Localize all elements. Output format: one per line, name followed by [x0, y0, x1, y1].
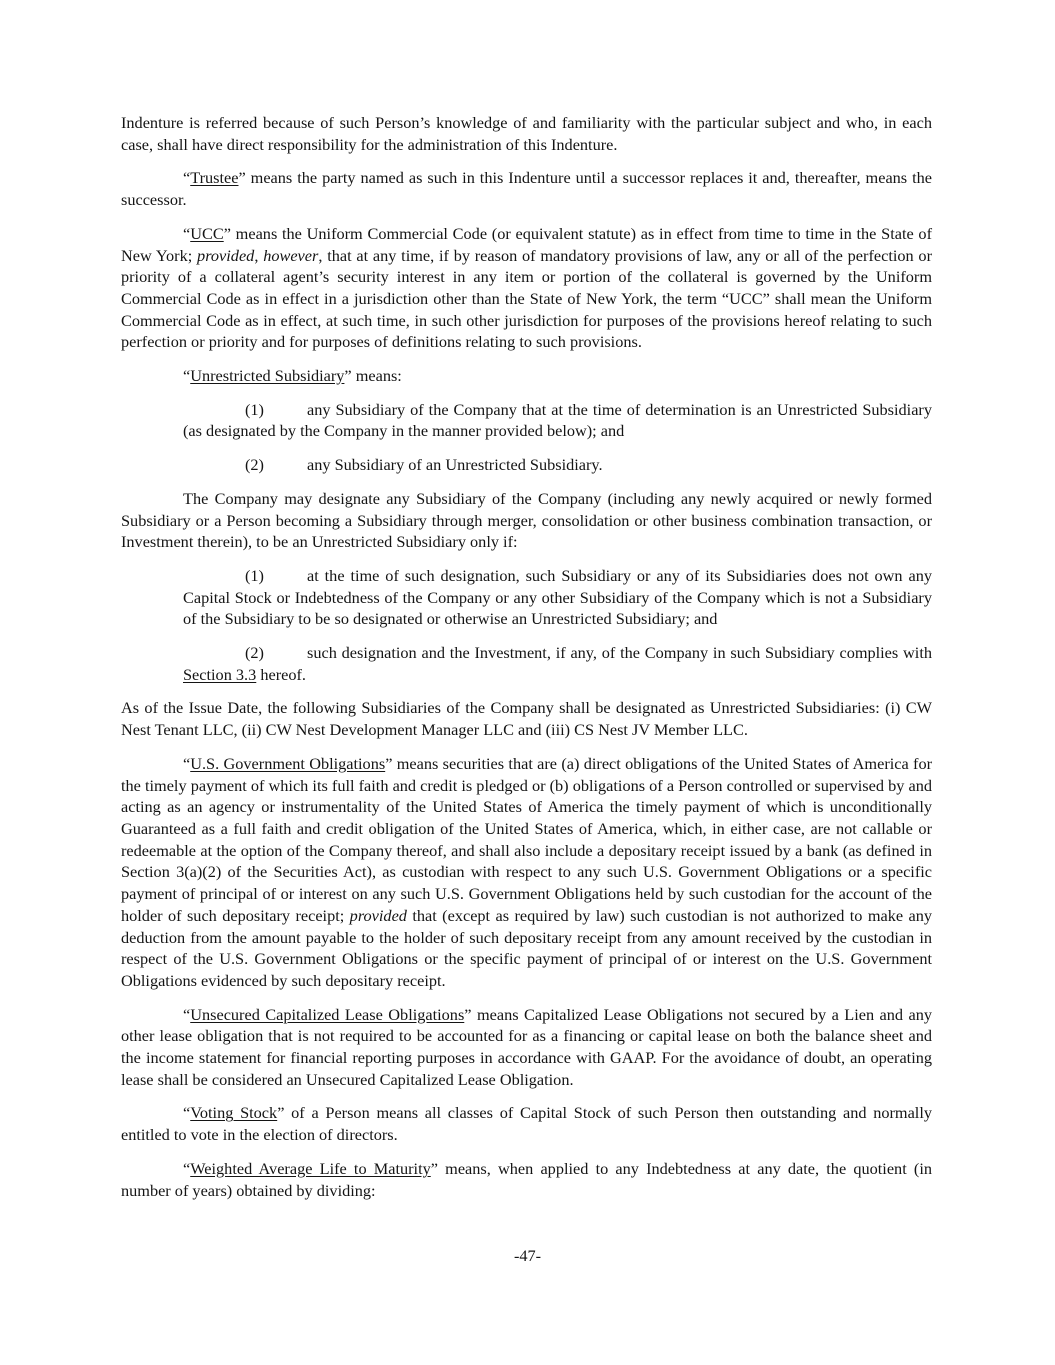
text-run: ” means: — [344, 366, 402, 386]
paragraph — [121, 488, 932, 553]
text-run: Indenture is referred because of such Person’s knowledge of and familiarity with the particular subject and who, in each case, shall have direct responsibility for the administration of this Indenture. — [121, 113, 932, 154]
paragraph — [121, 112, 932, 155]
text-run: ” means the party named as such in this Indenture until a successor replaces it and, thereafter, means the successor. — [121, 168, 932, 210]
text-run: hereof. — [256, 664, 306, 684]
defined-term: Weighted Average Life to Maturity — [190, 1158, 431, 1178]
list-number: (1) — [245, 565, 264, 585]
text-run: ” of a Person means all classes of Capital Stock of such Person then outstanding and normally entitled to vote in the election of directors. — [121, 1103, 932, 1145]
text-run: “ — [183, 1158, 191, 1178]
paragraph — [121, 753, 932, 992]
text-run: , — [254, 245, 264, 265]
document-body — [121, 112, 932, 1201]
paragraph — [121, 697, 932, 740]
text-run: , that at any time, if by reason of mandatory provisions of law, any or all of the perfection or priority of a collateral agent’s security interest in any item or portion of the collateral is governed by the Uniform Commercial Code as in effect in a jurisdiction other than the State of New York, the term “UCC” shall mean the Uniform Commercial Code as in effect, at such time, in such other jurisdiction for purposes of the provisions hereof relating to such perfection or priority and for purposes of definitions relating to such provisions. — [121, 245, 932, 352]
text-run: “ — [183, 1103, 191, 1123]
list-number: (1) — [245, 399, 264, 419]
list-number: (2) — [245, 455, 264, 475]
paragraph — [121, 1004, 932, 1091]
text-run: The Company may designate any Subsidiary of the Company (including any newly acquired or newly formed Subsidiary or a Person becoming a Subsidiary through merger, consolidation or other business combination transaction, or Investment therein), to be an Unrestricted Subsidiary only if: — [121, 488, 932, 552]
text-run: ” means Capitalized Lease Obligations not secured by a Lien and any other lease obligation that is not required to be accounted for as a financing or capital lease on both the balance sheet and the income statement for financial reporting purposes in accordance with GAAP. For the avoidance of doubt, an operating lease shall be considered an Unsecured Capitalized Lease Obligation. — [121, 1004, 932, 1089]
italic-text-run: provided — [349, 905, 407, 925]
text-run: at the time of such designation, such Subsidiary or any of its Subsidiaries does not own any Capital Stock or Indebtedness of the Company or any other Subsidiary of the Company which is not a Subsidiary of the Subsidiary to be so designated or otherwise an Unrestricted Subsidiary; and — [183, 565, 932, 629]
text-run: “ — [183, 1004, 191, 1024]
defined-term: Unrestricted Subsidiary — [190, 366, 345, 386]
paragraph — [121, 1158, 932, 1201]
list-number: (2) — [245, 643, 264, 663]
list-item — [183, 565, 932, 630]
list-item — [183, 399, 932, 442]
list-item — [183, 454, 932, 476]
text-run: “ — [183, 168, 191, 188]
italic-text-run: provided — [197, 245, 255, 265]
defined-term: Voting Stock — [190, 1103, 278, 1123]
defined-term: Section 3.3 — [183, 664, 257, 684]
page-number: -47- — [513, 1246, 542, 1265]
text-run: ” means securities that are (a) direct obligations of the United States of America for the timely payment of which its full faith and credit is pledged or (b) obligations of a Person controlled or supervised by and acting as an agency or instrumentality of the United States of America the timely payment of which is unconditionally Guaranteed as a full faith and credit obligation of the United States of America, which, in either case, are not callable or redeemable at the option of the Company thereof, and shall also include a depositary receipt issued by a bank (as defined in Section 3(a)(2) of the Securities Act), as custodian with respect to any such U.S. Government Obligations or a specific payment of principal of or interest on any such U.S. Government Obligations held by such custodian for the account of the holder of such depositary receipt; — [121, 753, 933, 925]
text-run: ” means, when applied to any Indebtedness at any date, the quotient (in number of years) obtained by dividing: — [121, 1158, 932, 1200]
text-run: any Subsidiary of an Unrestricted Subsidiary. — [307, 455, 603, 475]
text-run: “ — [183, 753, 191, 773]
paragraph — [121, 223, 932, 353]
paragraph — [121, 1102, 932, 1145]
text-run: “ — [183, 223, 191, 243]
defined-term: Trustee — [190, 168, 239, 188]
italic-text-run: however — [263, 245, 319, 265]
list-item — [183, 642, 932, 685]
text-run: such designation and the Investment, if any, of the Company in such Subsidiary complies with — [307, 643, 932, 663]
paragraph — [121, 365, 932, 387]
text-run: any Subsidiary of the Company that at the time of determination is an Unrestricted Subsidiary (as designated by the Company in the manner provided below); and — [183, 399, 932, 441]
text-run: that (except as required by law) such custodian is not authorized to make any deduction from the amount payable to the holder of such depositary receipt from any amount received by the custodian in respect of the U.S. Government Obligations or the specific payment of principal of or interest on the U.S. Government Obligations evidenced by such depositary receipt. — [121, 905, 933, 990]
defined-term: U.S. Government Obligations — [190, 753, 386, 773]
defined-term: Unsecured Capitalized Lease Obligations — [190, 1004, 465, 1024]
paragraph — [121, 167, 932, 210]
defined-term: UCC — [190, 223, 224, 243]
text-run: As of the Issue Date, the following Subsidiaries of the Company shall be designated as Unrestricted Subsidiaries: (i) CW Nest Tenant LLC, (ii) CW Nest Development Manager LLC and (iii) CS Nest JV Member LLC. — [121, 698, 932, 740]
text-run: “ — [183, 366, 191, 386]
text-run: ” means the Uniform Commercial Code (or equivalent statute) as in effect from time to time in the State of New York; — [121, 223, 932, 265]
